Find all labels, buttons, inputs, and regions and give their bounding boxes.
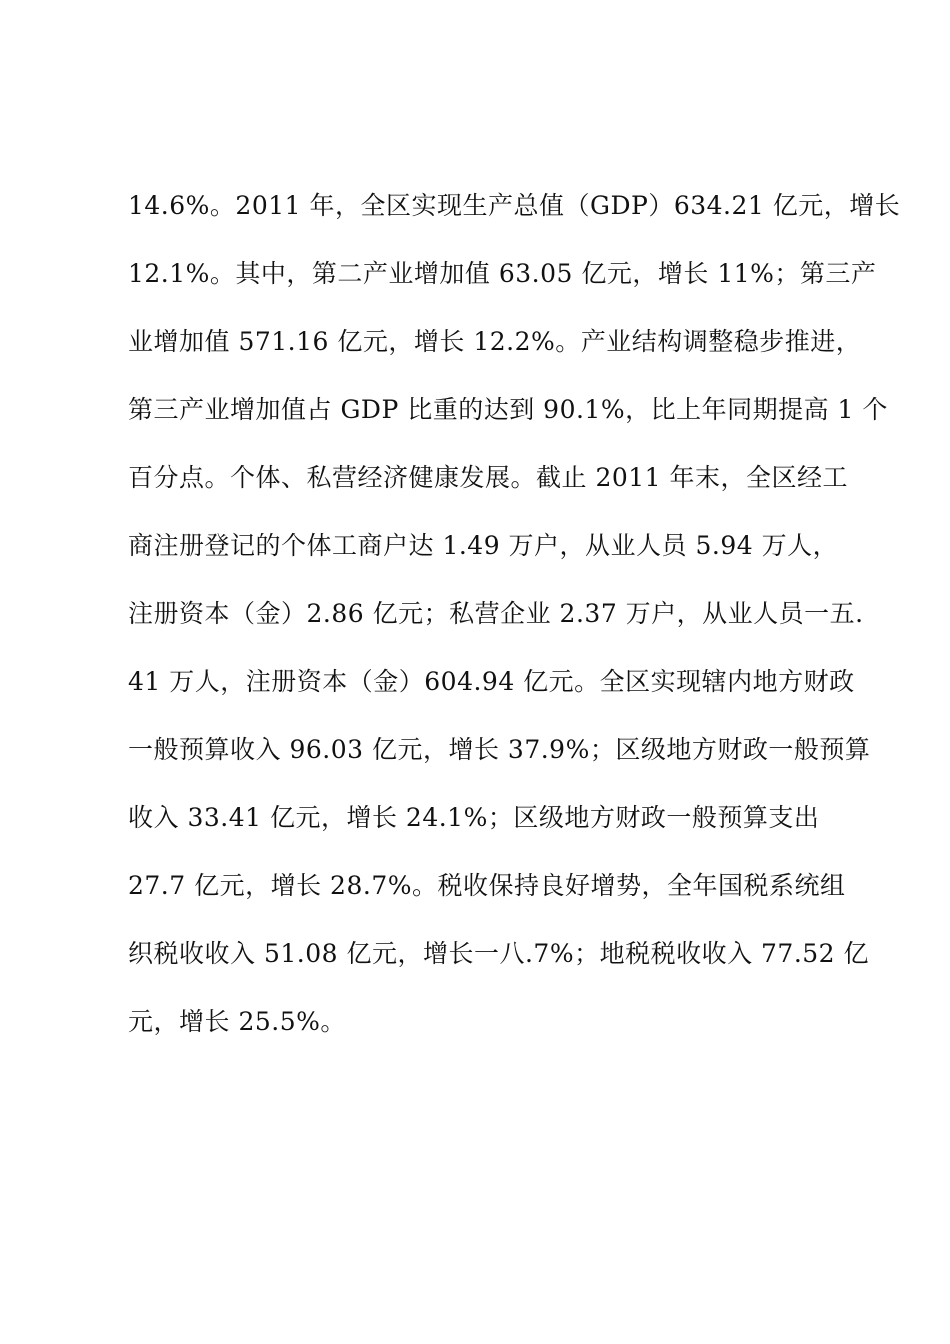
text-line-1: 14.6%。2011 年，全区实现生产总值（GDP）634.21 亿元，增长 [128, 191, 901, 220]
text-line-4: 第三产业增加值占 GDP 比重的达到 90.1%，比上年同期提高 1 个 [128, 395, 888, 424]
body-paragraph [128, 186, 901, 1070]
text-line-3: 业增加值 571.16 亿元，增长 12.2%。产业结构调整稳步推进， [128, 327, 862, 356]
text-line-2: 12.1%。其中，第二产业增加值 63.05 亿元，增长 11%；第三产 [128, 259, 877, 288]
text-line-11: 27.7 亿元，增长 28.7%。税收保持良好增势，全年国税系统组 [128, 871, 846, 900]
text-line-9: 一般预算收入 96.03 亿元，增长 37.9%；区级地方财政一般预算 [128, 735, 871, 764]
text-line-12: 织税收收入 51.08 亿元，增长一八.7%；地税税收收入 77.52 亿 [128, 939, 870, 968]
text-line-7: 注册资本（金）2.86 亿元；私营企业 2.37 万户，从业人员一五. [128, 599, 864, 628]
text-line-5: 百分点。个体、私营经济健康发展。截止 2011 年末，全区经工 [128, 463, 849, 492]
text-line-10: 收入 33.41 亿元，增长 24.1%；区级地方财政一般预算支出 [128, 803, 820, 832]
text-line-6: 商注册登记的个体工商户达 1.49 万户，从业人员 5.94 万人， [128, 531, 839, 560]
text-line-13: 元，增长 25.5%。 [128, 1007, 346, 1036]
text-line-8: 41 万人，注册资本（金）604.94 亿元。全区实现辖内地方财政 [128, 667, 855, 696]
